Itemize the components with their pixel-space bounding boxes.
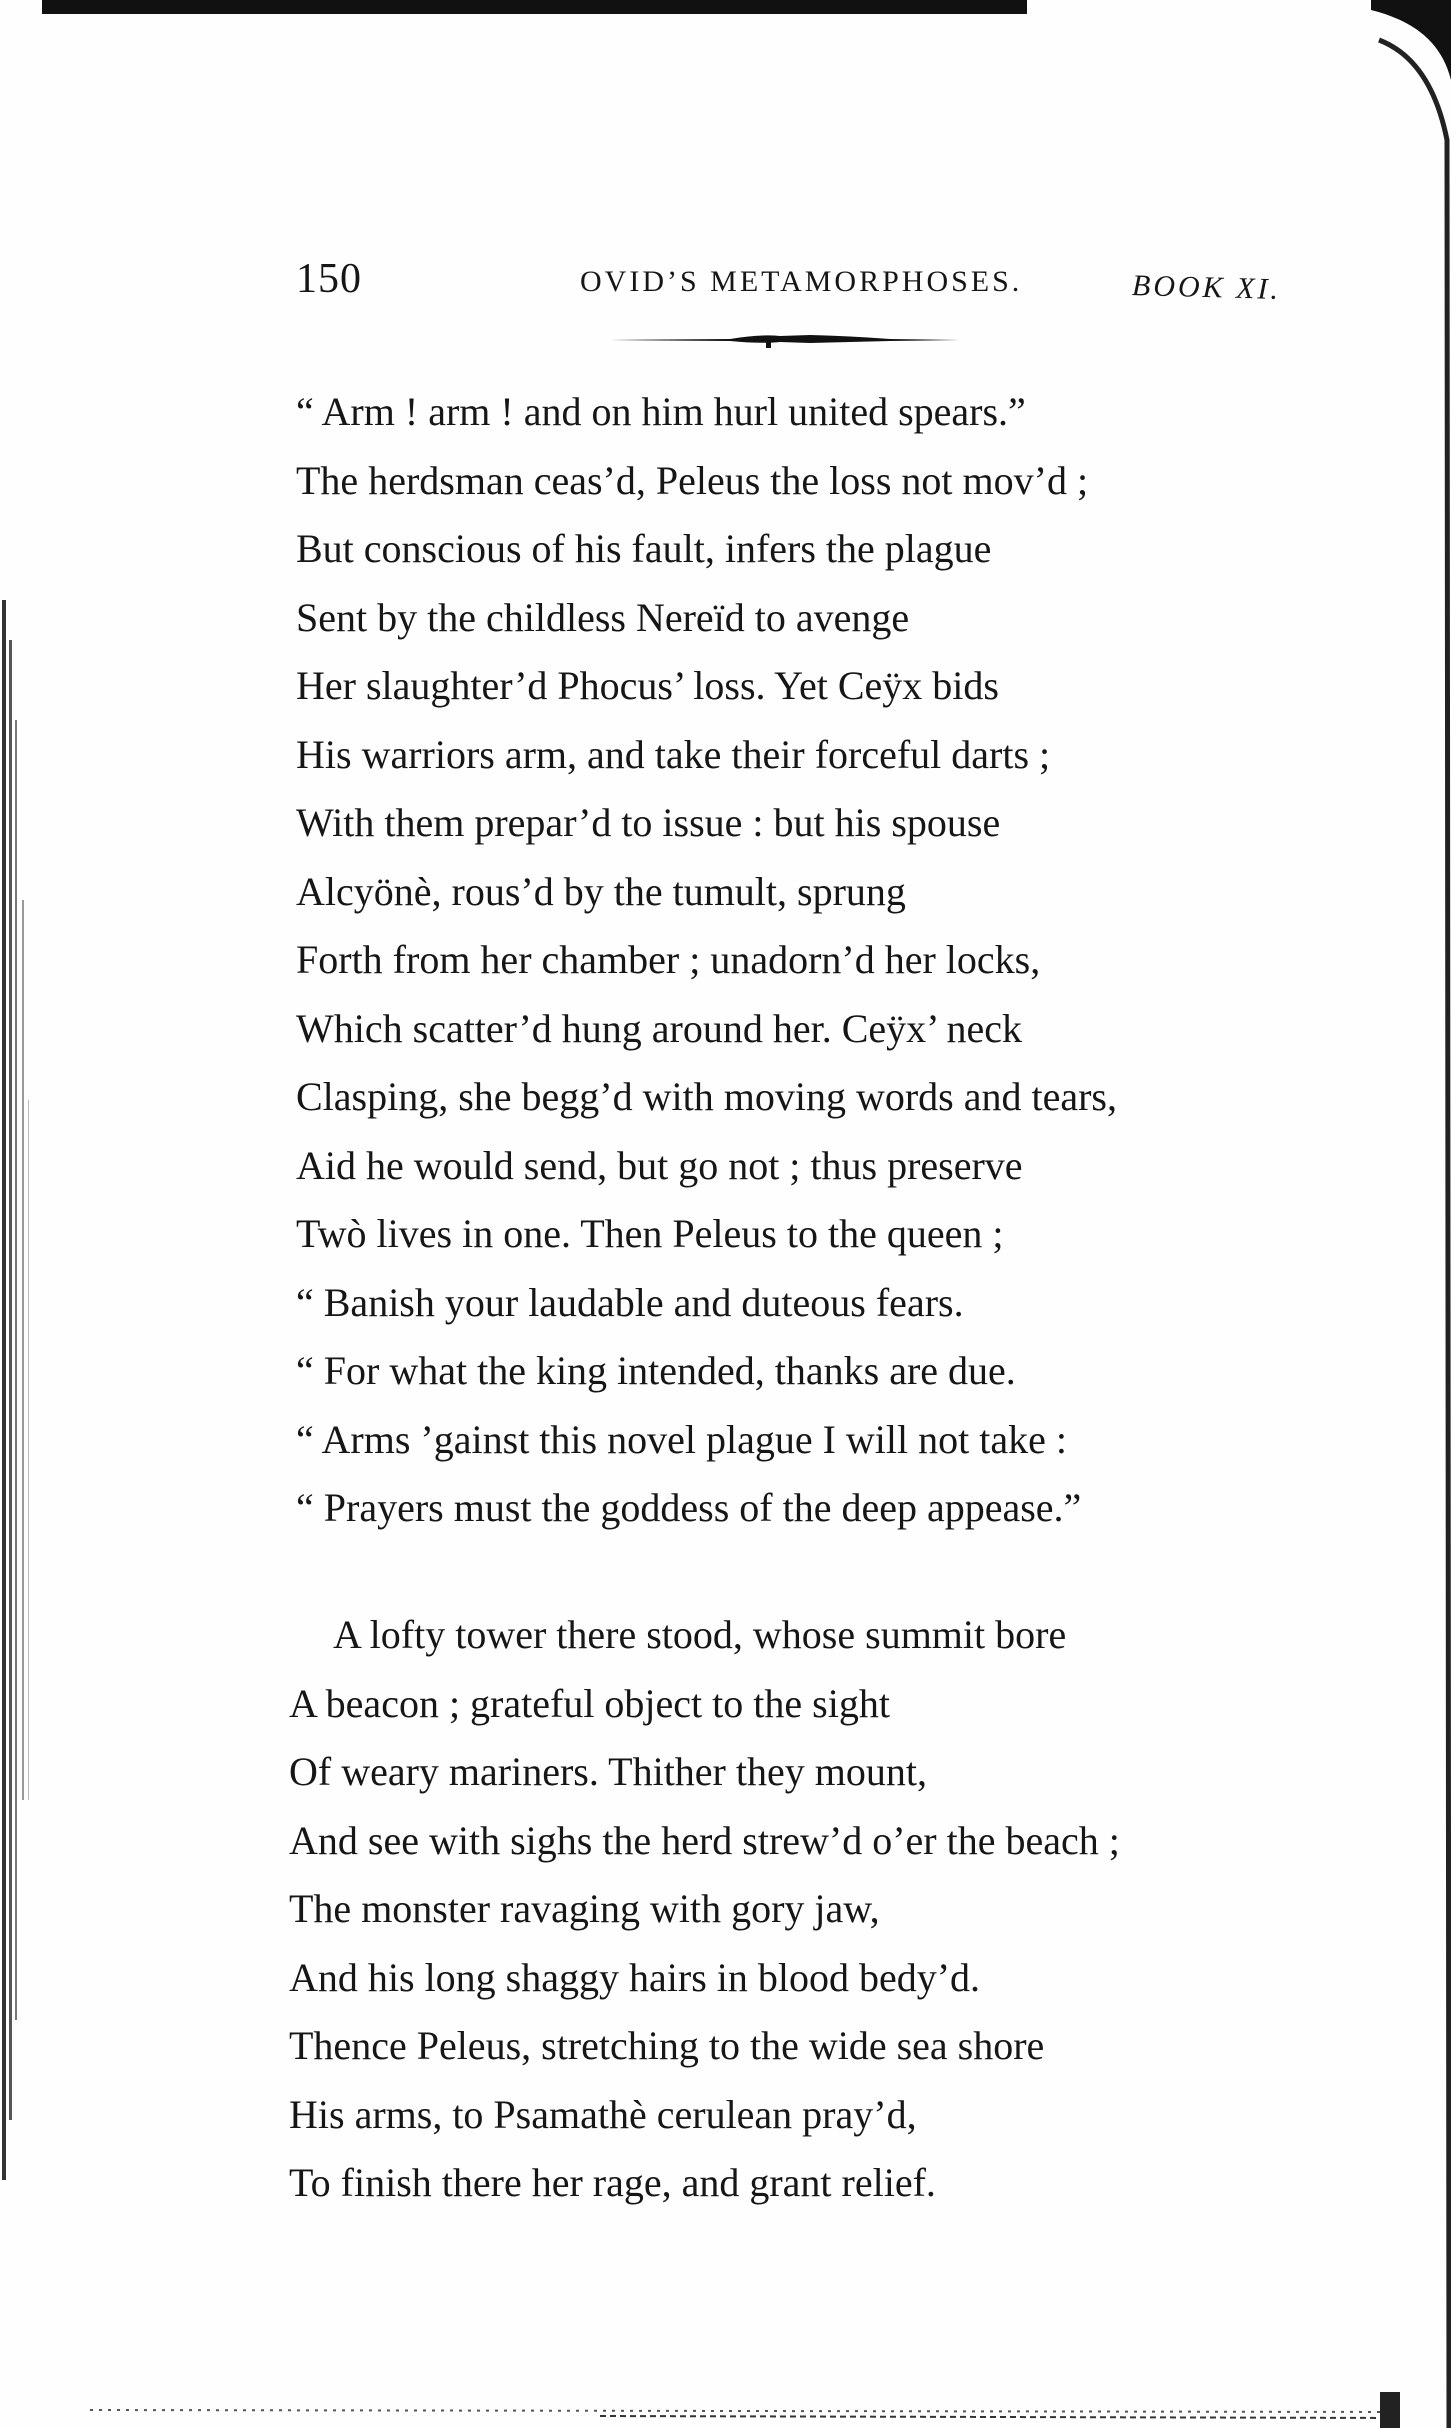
page-number: 150 [296,256,362,302]
verse-line: To finish there her rage, and grant relief. [289,2160,936,2205]
verse-line: Aid he would send, but go not ; thus preserve [296,1142,1023,1188]
stanza-2 [289,1601,1209,2218]
verse-line: “ For what the king intended, thanks are due. [296,1348,1016,1393]
verse-line: Forth from her chamber ; unadorn’d her locks, [296,937,1041,982]
verse-line: And his long shaggy hairs in blood bedy’d. [289,1954,981,2000]
verse-line: Alcyönè, rous’d by the tumult, sprung [296,868,906,914]
stanza-1 [296,378,1216,1543]
verse-line: Which scatter’d hung around her. Ceÿx’ neck [296,1005,1023,1051]
verse-line: “ Arm ! arm ! and on him hurl united spears.” [296,389,1026,434]
verse-line: His arms, to Psamathè cerulean pray’d, [289,2091,917,2137]
verse-line: Clasping, she begg’d with moving words and tears, [296,1074,1117,1119]
verse-line: And see with sighs the herd strew’d o’er the beach ; [289,1817,1120,1863]
scan-bottom-edge [0,2392,1451,2428]
page-curl-edge [1371,0,1451,2428]
verse-line: Her slaughter’d Phocus’ loss. Yet Ceÿx bids [296,663,999,708]
verse-line: A beacon ; grateful object to the sight [289,1680,890,1726]
scan-top-border [42,0,1027,14]
verse-line: “ Prayers must the goddess of the deep appease.” [296,1485,1082,1530]
verse-line: “ Arms ’gainst this novel plague I will not take : [296,1416,1067,1462]
ornamental-rule [610,330,960,348]
verse-line: A lofty tower there stood, whose summit bore [333,1612,1067,1657]
verse-line: But conscious of his fault, infers the plague [296,526,992,571]
verse-line: Of weary mariners. Thither they mount, [289,1749,927,1794]
book-title: OVID’S METAMORPHOSES. [580,265,1023,298]
verse-line: His warriors arm, and take their forceful darts ; [296,731,1051,777]
verse-line: “ Banish your laudable and duteous fears. [296,1279,964,1325]
verse-line: With them prepar’d to issue : but his spouse [296,800,1001,845]
verse-line: Twò lives in one. Then Peleus to the queen ; [296,1211,1004,1256]
verse-line: Thence Peleus, stretching to the wide sea shore [289,2023,1045,2068]
running-head [296,255,1306,305]
verse-line: The herdsman ceas’d, Peleus the loss not mov’d ; [296,457,1089,503]
binding-gutter-shadow [0,600,36,2180]
verse-line: The monster ravaging with gory jaw, [289,1886,880,1931]
book-section: BOOK XI. [1131,269,1282,306]
verse-line: Sent by the childless Nereïd to avenge [296,594,910,640]
